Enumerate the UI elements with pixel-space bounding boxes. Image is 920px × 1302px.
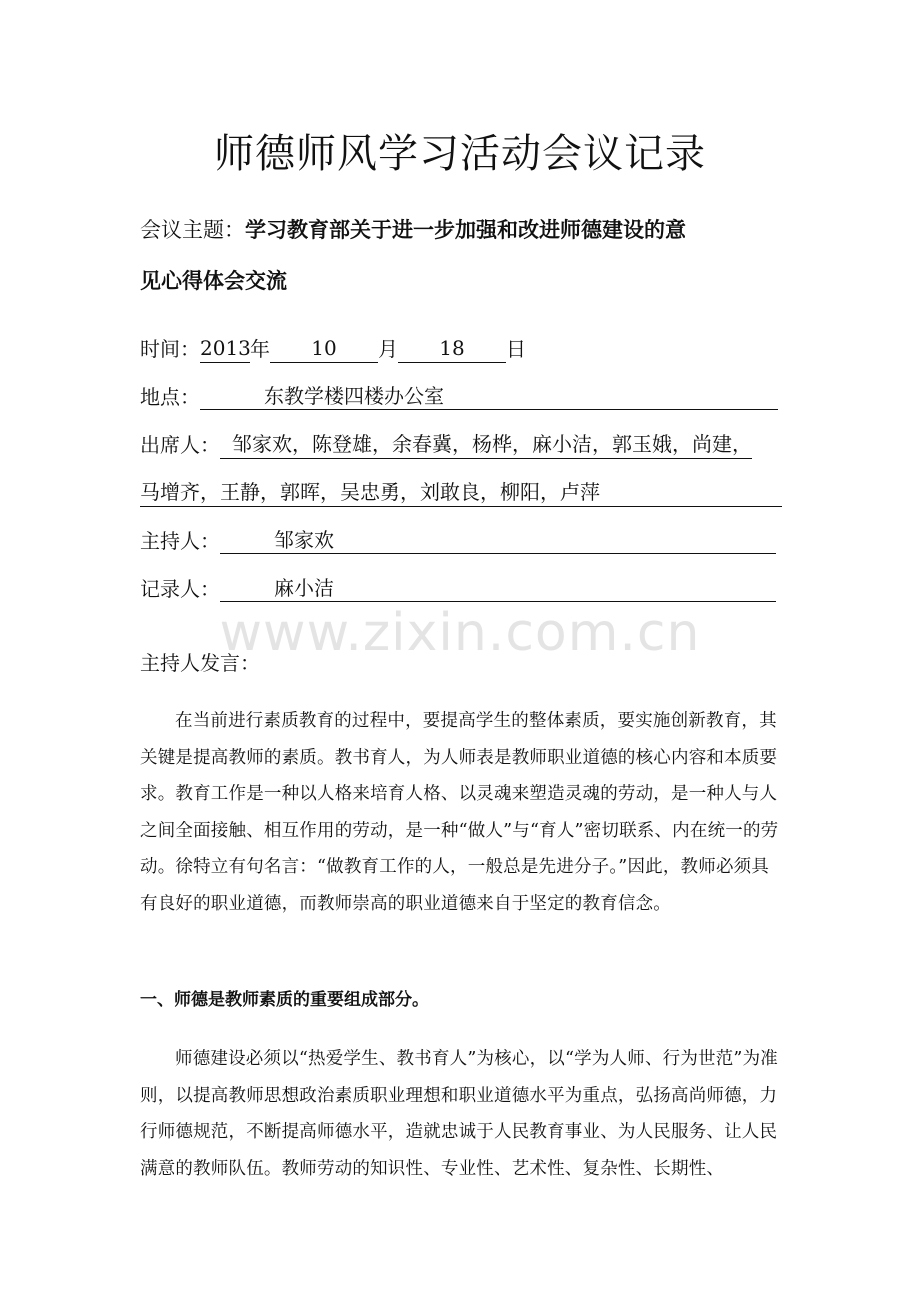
section-heading-1: 一、师德是教师素质的重要组成部分。 <box>140 990 429 1010</box>
attendees-value-line2: 马增齐，王静，郭晖，吴忠勇，刘敢良，柳阳，卢萍 <box>140 478 782 507</box>
meeting-recorder <box>140 574 776 604</box>
time-month-unit: 月 <box>378 337 398 361</box>
speech-label: 主持人发言： <box>140 651 260 675</box>
time-year: 2013 <box>200 334 250 363</box>
place-value: 东教学楼四楼办公室 <box>200 382 778 410</box>
host-value: 邹家欢 <box>220 526 776 554</box>
topic-value-line1: 学习教育部关于进一步加强和改进师德建设的意 <box>245 218 686 242</box>
time-day: 18 <box>398 334 506 363</box>
meeting-place <box>140 382 778 412</box>
meeting-topic-cont <box>140 265 287 295</box>
attendees-line2 <box>140 478 782 508</box>
host-label: 主持人： <box>140 529 220 553</box>
time-day-unit: 日 <box>506 337 526 361</box>
place-label: 地点： <box>140 385 200 409</box>
paragraph-1: 在当前进行素质教育的过程中，要提高学生的整体素质，要实施创新教育，其关键是提高教师的素质。教书育人，为人师表是教师职业道德的核心内容和本质要求。教育工作是一种以人格来培育人格、以灵魂来塑造灵魂的劳动，是一种人与人之间全面接触、相互作用的劳动，是一种“做人”与“育人”密切联系、内在统一的劳动。徐特立有句名言：“做教育工作的人，一般总是先进分子。”因此，教师必须具有良好的职业道德，而教师崇高的职业道德来自于坚定的教育信念。 <box>140 711 779 914</box>
attendees-value-line1: 邹家欢，陈登雄，余春冀，杨桦，麻小洁，郭玉娥，尚建， <box>220 430 752 459</box>
paragraph-2: 师德建设必须以“热爱学生、教书育人”为核心，以“学为人师、行为世范”为准则，以提高教师思想政治素质职业理想和职业道德水平为重点，弘扬高尚师德，力行师德规范，不断提高师德水平，造就忠诚于人民教育事业、为人民服务、让人民满意的教师队伍。教师劳动的知识性、专业性、艺术性、复杂性、长期性、 <box>140 1049 778 1179</box>
topic-label: 会议主题： <box>140 218 245 242</box>
time-label: 时间： <box>140 337 200 361</box>
meeting-time <box>140 334 526 364</box>
topic-value-line2: 见心得体会交流 <box>140 269 287 293</box>
meeting-topic <box>140 214 686 244</box>
page-title: 师德师风学习活动会议记录 <box>214 131 706 177</box>
attendees-line1 <box>140 430 752 460</box>
recorder-label: 记录人： <box>140 577 220 601</box>
time-month: 10 <box>270 334 378 363</box>
watermark: www.zixin.com.cn <box>219 603 701 663</box>
meeting-host <box>140 526 776 556</box>
recorder-value: 麻小洁 <box>220 574 776 602</box>
time-year-unit: 年 <box>250 337 270 361</box>
attendees-label: 出席人： <box>140 433 220 457</box>
